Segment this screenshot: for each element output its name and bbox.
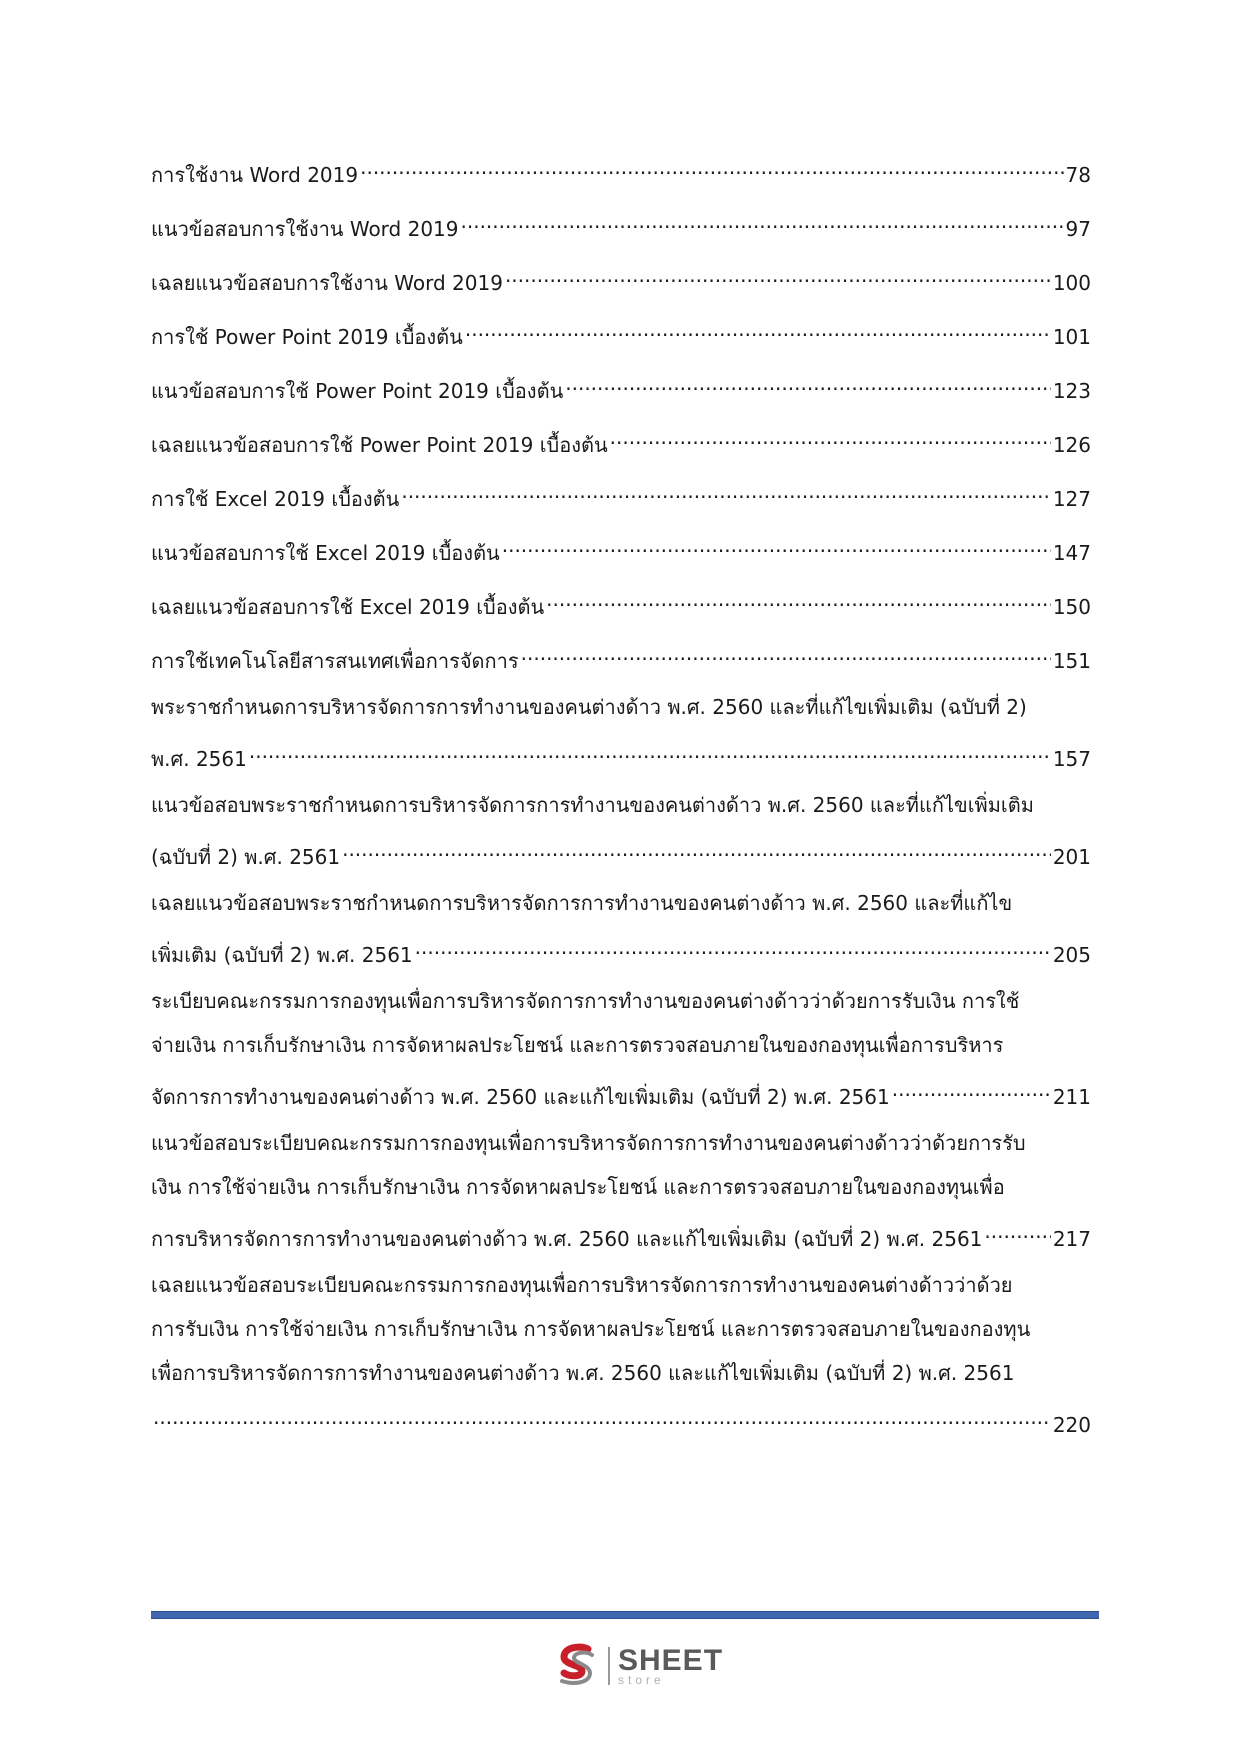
toc-entry-title: แนวข้อสอบการใช้ Excel 2019 เบื้องต้น [151,541,500,565]
toc-entry-leader-line [151,736,1091,771]
toc-dot-leader [565,368,1051,398]
toc-entry-title: การใช้ Excel 2019 เบื้องต้น [151,487,400,511]
toc-entry-title: การใช้ Power Point 2019 เบื้องต้น [151,325,463,349]
toc-dot-leader [461,206,1064,236]
toc-entry-line: ระเบียบคณะกรรมการกองทุนเพื่อการบริหารจัดการการทำงานของคนต่างด้าวว่าด้วยการรับเงิน การใช้ [151,989,1020,1013]
toc-entry-line: เฉลยแนวข้อสอบพระราชกำหนดการบริหารจัดการการทำงานของคนต่างด้าว พ.ศ. 2560 และที่แก้ไข [151,891,1013,915]
toc-dot-leader [502,530,1051,560]
toc-page-number: 211 [1052,1085,1091,1109]
toc-entry-leader-line [151,152,1091,187]
toc-entry-line: จ่ายเงิน การเก็บรักษาเงิน การจัดหาผลประโยชน์ และการตรวจสอบภายในของกองทุนเพื่อการบริหาร [151,1033,1004,1057]
logo-text [618,1646,723,1686]
toc-entry[interactable] [151,638,1091,692]
toc-entry[interactable] [151,260,1091,314]
toc-page-number: 123 [1052,379,1091,403]
toc-entry-leader-line [151,1216,1091,1251]
toc-entry-title: แนวข้อสอบการใช้ Power Point 2019 เบื้องต้น [151,379,564,403]
logo-title: SHEET [618,1644,724,1677]
toc-entry-leader-line [151,530,1091,565]
toc-entry[interactable] [151,790,1091,888]
toc-entry-leader-line [151,476,1091,511]
toc-entry-line: เพื่อการบริหารจัดการการทำงานของคนต่างด้าว พ.ศ. 2560 และแก้ไขเพิ่มเติม (ฉบับที่ 2) พ.ศ. 2561 [151,1361,1015,1385]
toc-page-number: 205 [1052,943,1091,967]
toc-entry-title: การใช้เทคโนโลยีสารสนเทศเพื่อการจัดการ [151,649,519,673]
toc-dot-leader [546,584,1051,614]
logo-subtitle: store [618,1673,665,1687]
toc-page-number: 150 [1052,595,1091,619]
toc-entry[interactable] [151,206,1091,260]
toc-page-number: 101 [1052,325,1091,349]
toc-entry-leader-line [151,834,1091,869]
sheet-store-logo-icon [552,1641,602,1691]
toc-entry[interactable] [151,1270,1091,1437]
toc-entry[interactable] [151,152,1091,206]
toc-page-number: 220 [1052,1413,1091,1437]
toc-entry-leader-line [151,1074,1091,1109]
toc-page-number: 100 [1052,271,1091,295]
toc-page-number: 217 [1052,1227,1091,1251]
toc-dot-leader [415,932,1051,962]
toc-entry-line: เฉลยแนวข้อสอบระเบียบคณะกรรมการกองทุนเพื่อการบริหารจัดการการทำงานของคนต่างด้าวว่าด้วย [151,1273,1013,1297]
toc-entry-leader-line [151,206,1091,241]
toc-entry-title: การบริหารจัดการการทำงานของคนต่างด้าว พ.ศ. 2560 และแก้ไขเพิ่มเติม (ฉบับที่ 2) พ.ศ. 2561 [151,1227,983,1251]
toc-dot-leader [521,638,1051,668]
toc-page-number: 78 [1065,163,1091,187]
toc-entry-title: (ฉบับที่ 2) พ.ศ. 2561 [151,845,341,869]
toc-dot-leader [360,152,1063,182]
toc-entry-leader-line [151,638,1091,673]
toc-dot-leader [153,1402,1051,1432]
footer-rule [151,1611,1099,1619]
toc-dot-leader [610,422,1051,452]
toc-page-number: 157 [1052,747,1091,771]
toc-entry-leader-line [151,932,1091,967]
toc-entry-title: เพิ่มเติม (ฉบับที่ 2) พ.ศ. 2561 [151,943,413,967]
toc-entry-title: แนวข้อสอบการใช้งาน Word 2019 [151,217,459,241]
toc-page-number: 126 [1052,433,1091,457]
toc-entry-line: การรับเงิน การใช้จ่ายเงิน การเก็บรักษาเงิน การจัดหาผลประโยชน์ และการตรวจสอบภายในของกองทุน [151,1317,1031,1341]
toc-entry[interactable] [151,368,1091,422]
toc-entry-title: จัดการการทำงานของคนต่างด้าว พ.ศ. 2560 และแก้ไขเพิ่มเติม (ฉบับที่ 2) พ.ศ. 2561 [151,1085,890,1109]
toc-entry[interactable] [151,584,1091,638]
table-of-contents [151,152,1091,1437]
toc-entry-title: เฉลยแนวข้อสอบการใช้งาน Word 2019 [151,271,503,295]
toc-dot-leader [505,260,1051,290]
toc-entry-line: เงิน การใช้จ่ายเงิน การเก็บรักษาเงิน การจัดหาผลประโยชน์ และการตรวจสอบภายในของกองทุนเพื่อ [151,1175,1005,1199]
toc-entry-leader-line [151,314,1091,349]
toc-dot-leader [249,736,1051,766]
toc-entry[interactable] [151,422,1091,476]
toc-entry[interactable] [151,986,1091,1128]
toc-dot-leader [892,1074,1051,1104]
toc-page-number: 201 [1052,845,1091,869]
toc-dot-leader [984,1216,1050,1246]
toc-entry[interactable] [151,530,1091,584]
toc-entry-title: พ.ศ. 2561 [151,747,247,771]
toc-page-number: 127 [1052,487,1091,511]
toc-entry-title: การใช้งาน Word 2019 [151,163,359,187]
toc-entry-line: แนวข้อสอบระเบียบคณะกรรมการกองทุนเพื่อการบริหารจัดการการทำงานของคนต่างด้าวว่าด้วยการรับ [151,1131,1026,1155]
toc-entry-leader-line [151,584,1091,619]
toc-entry-leader-line [151,422,1091,457]
toc-entry-title: เฉลยแนวข้อสอบการใช้ Power Point 2019 เบื้องต้น [151,433,608,457]
toc-entry[interactable] [151,476,1091,530]
toc-dot-leader [401,476,1050,506]
sheet-store-logo [552,1640,723,1692]
toc-entry[interactable] [151,314,1091,368]
toc-entry[interactable] [151,1128,1091,1270]
toc-entry-title: เฉลยแนวข้อสอบการใช้ Excel 2019 เบื้องต้น [151,595,545,619]
toc-entry[interactable] [151,692,1091,790]
toc-entry-leader-line [151,368,1091,403]
toc-entry[interactable] [151,888,1091,986]
toc-entry-line: พระราชกำหนดการบริหารจัดการการทำงานของคนต่างด้าว พ.ศ. 2560 และที่แก้ไขเพิ่มเติม (ฉบับที่ 2) [151,695,1027,719]
toc-page-number: 97 [1065,217,1091,241]
toc-entry-leader-line [151,260,1091,295]
toc-page-number: 151 [1052,649,1091,673]
toc-entry-leader-line [151,1402,1091,1437]
toc-page-number: 147 [1052,541,1091,565]
toc-entry-line: แนวข้อสอบพระราชกำหนดการบริหารจัดการการทำงานของคนต่างด้าว พ.ศ. 2560 และที่แก้ไขเพิ่มเติม [151,793,1034,817]
toc-dot-leader [465,314,1051,344]
toc-dot-leader [342,834,1051,864]
logo-separator [608,1647,610,1685]
